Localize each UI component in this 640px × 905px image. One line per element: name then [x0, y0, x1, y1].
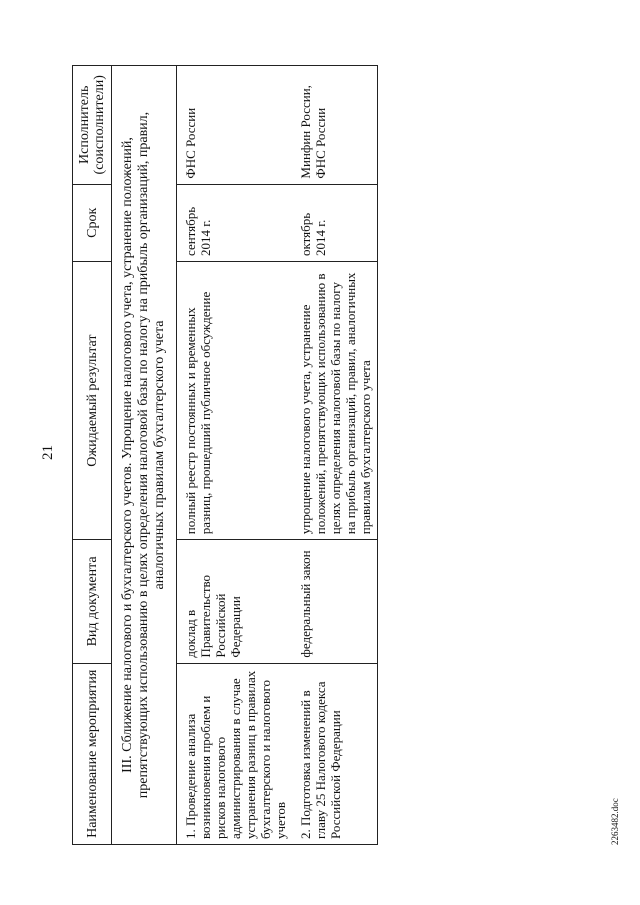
measures-table: [72, 65, 378, 845]
row-deadline: октябрь 2014 г.: [292, 184, 378, 261]
row-name: 1. Проведение анализа возникновения проблем и рисков налогового администрирования в случае устранения разниц в правилах бухгалтерского и налогового учетов: [177, 663, 293, 844]
row-doc-type: федеральный закон: [292, 540, 378, 663]
header-result: Ожидаемый результат: [73, 261, 112, 539]
section-row: [112, 66, 177, 845]
header-doc-type: Вид документа: [73, 540, 112, 663]
header-deadline: Срок: [73, 184, 112, 261]
row-doc-type: доклад в Правительство Российской Федерации: [177, 540, 293, 663]
row-result: полный реестр постоянных и временных разниц, прошедший публичное обсуждение: [177, 261, 293, 539]
header-executor: Исполнитель (соисполнители): [73, 66, 112, 185]
section-title: III. Сближение налогового и бухгалтерского учетов. Упрощение налогового учета, устранение положений, препятствующих использованию в целях определения налоговой базы по налогу на прибыль организаций, правил, аналогичных правилам бухгалтерского учета: [112, 66, 177, 845]
row-deadline: сентябрь 2014 г.: [177, 184, 293, 261]
row-result: упрощение налогового учета, устранение положений, препятствующих использованию в целях определения налоговой базы по налогу на прибыль организаций, правил, аналогичных правилам бухгалтерского учета: [292, 261, 378, 539]
table-row: [177, 66, 293, 845]
table-header-row: [73, 66, 112, 845]
page-number: 21: [40, 445, 56, 460]
document-file-code: 2263482.doc: [610, 798, 620, 845]
header-name: Наименование мероприятия: [73, 663, 112, 844]
row-executor: ФНС России: [177, 66, 293, 185]
row-executor: Минфин России, ФНС России: [292, 66, 378, 185]
table-row: [292, 66, 378, 845]
row-name: 2. Подготовка изменений в главу 25 Налогового кодекса Российской Федерации: [292, 663, 378, 844]
